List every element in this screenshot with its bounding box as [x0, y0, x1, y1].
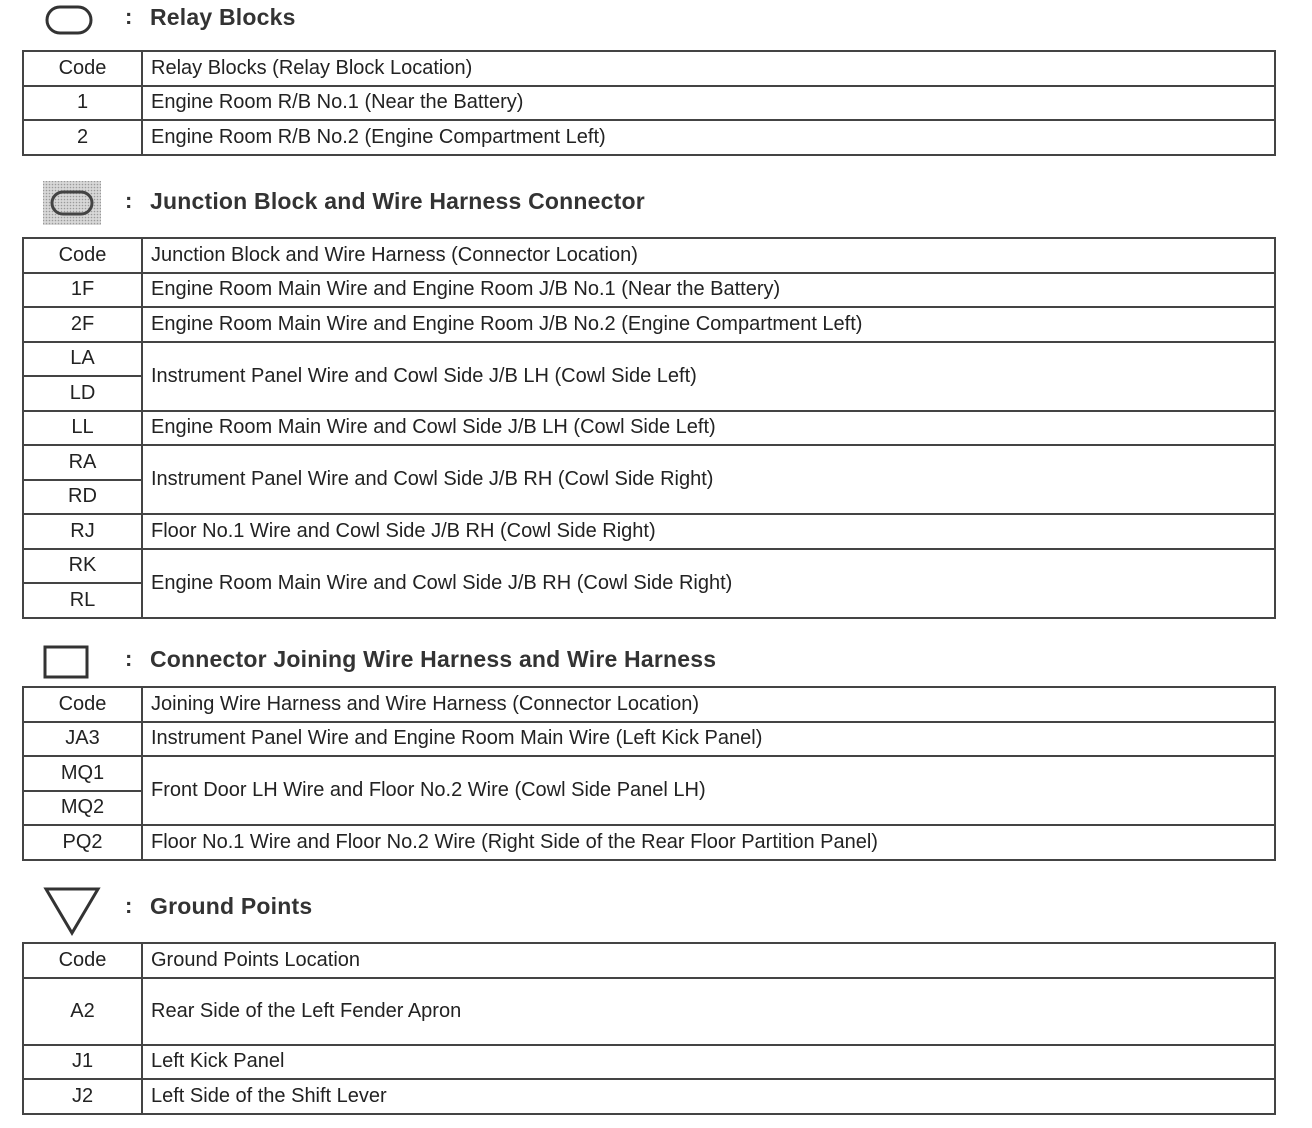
description-cell: Engine Room Main Wire and Cowl Side J/B LH (Cowl Side Left)	[142, 411, 1275, 446]
code-cell: RJ	[23, 514, 142, 549]
table-row	[23, 445, 1275, 480]
description-cell: Engine Room R/B No.2 (Engine Compartment Left)	[142, 120, 1275, 155]
code-header: Code	[23, 943, 142, 978]
down-triangle-outline-icon	[42, 885, 102, 937]
code-cell: A2	[23, 978, 142, 1045]
square-outline-icon	[42, 644, 92, 680]
table-row	[23, 342, 1275, 377]
section-title-connector-joining: Connector Joining Wire Harness and Wire Harness	[150, 646, 717, 672]
table-row	[23, 825, 1275, 860]
code-cell: 1F	[23, 273, 142, 308]
description-cell: Rear Side of the Left Fender Apron	[142, 978, 1275, 1045]
code-cell: RK	[23, 549, 142, 584]
code-cell: MQ1	[23, 756, 142, 791]
description-cell: Instrument Panel Wire and Cowl Side J/B LH (Cowl Side Left)	[142, 342, 1275, 411]
description-cell: Engine Room R/B No.1 (Near the Battery)	[142, 86, 1275, 121]
table-row	[23, 307, 1275, 342]
table-header-row	[23, 943, 1275, 978]
code-cell: 1	[23, 86, 142, 121]
table-row	[23, 549, 1275, 584]
description-cell: Engine Room Main Wire and Engine Room J/B No.1 (Near the Battery)	[142, 273, 1275, 308]
description-header: Relay Blocks (Relay Block Location)	[142, 51, 1275, 86]
description-cell: Left Kick Panel	[142, 1045, 1275, 1080]
table-row	[23, 514, 1275, 549]
description-cell: Left Side of the Shift Lever	[142, 1079, 1275, 1114]
code-cell: JA3	[23, 722, 142, 757]
ground-points-header	[0, 885, 1312, 925]
code-cell: PQ2	[23, 825, 142, 860]
ground-points-table	[22, 942, 1276, 1115]
code-cell: LL	[23, 411, 142, 446]
description-cell: Instrument Panel Wire and Cowl Side J/B RH (Cowl Side Right)	[142, 445, 1275, 514]
table-row	[23, 86, 1275, 121]
description-cell: Floor No.1 Wire and Cowl Side J/B RH (Cowl Side Right)	[142, 514, 1275, 549]
description-header: Ground Points Location	[142, 943, 1275, 978]
section-title-relay-blocks: Relay Blocks	[150, 4, 296, 30]
code-header: Code	[23, 51, 142, 86]
code-cell: LA	[23, 342, 142, 377]
code-cell: 2F	[23, 307, 142, 342]
description-cell: Engine Room Main Wire and Cowl Side J/B RH (Cowl Side Right)	[142, 549, 1275, 618]
code-cell: 2	[23, 120, 142, 155]
section-title-ground-points: Ground Points	[150, 893, 313, 919]
section-colon: :	[125, 893, 133, 918]
table-row	[23, 1045, 1275, 1080]
table-row	[23, 722, 1275, 757]
code-cell: J2	[23, 1079, 142, 1114]
connector-joining-table	[22, 686, 1276, 861]
table-row	[23, 978, 1275, 1045]
table-row	[23, 120, 1275, 155]
code-cell: LD	[23, 376, 142, 411]
description-header: Joining Wire Harness and Wire Harness (Connector Location)	[142, 687, 1275, 722]
table-row	[23, 411, 1275, 446]
rounded-rectangle-outline-icon	[44, 4, 94, 36]
code-cell: J1	[23, 1045, 142, 1080]
junction-block-table	[22, 237, 1276, 619]
description-cell: Instrument Panel Wire and Engine Room Main Wire (Left Kick Panel)	[142, 722, 1275, 757]
table-row	[23, 756, 1275, 791]
table-row	[23, 273, 1275, 308]
description-header: Junction Block and Wire Harness (Connector Location)	[142, 238, 1275, 273]
shaded-rounded-rectangle-icon	[42, 180, 102, 226]
table-header-row	[23, 51, 1275, 86]
section-title-junction-block: Junction Block and Wire Harness Connector	[150, 188, 645, 214]
connector-joining-header	[0, 640, 1312, 680]
description-cell: Front Door LH Wire and Floor No.2 Wire (Cowl Side Panel LH)	[142, 756, 1275, 825]
relay-blocks-header	[0, 0, 1312, 40]
relay-blocks-table	[22, 50, 1276, 156]
section-colon: :	[125, 4, 133, 29]
table-header-row	[23, 238, 1275, 273]
code-header: Code	[23, 687, 142, 722]
code-cell: MQ2	[23, 791, 142, 826]
code-cell: RL	[23, 583, 142, 618]
junction-block-header	[0, 180, 1312, 220]
code-cell: RA	[23, 445, 142, 480]
table-header-row	[23, 687, 1275, 722]
code-header: Code	[23, 238, 142, 273]
section-colon: :	[125, 646, 133, 671]
code-cell: RD	[23, 480, 142, 515]
section-colon: :	[125, 188, 133, 213]
table-row	[23, 1079, 1275, 1114]
description-cell: Engine Room Main Wire and Engine Room J/B No.2 (Engine Compartment Left)	[142, 307, 1275, 342]
description-cell: Floor No.1 Wire and Floor No.2 Wire (Right Side of the Rear Floor Partition Panel)	[142, 825, 1275, 860]
